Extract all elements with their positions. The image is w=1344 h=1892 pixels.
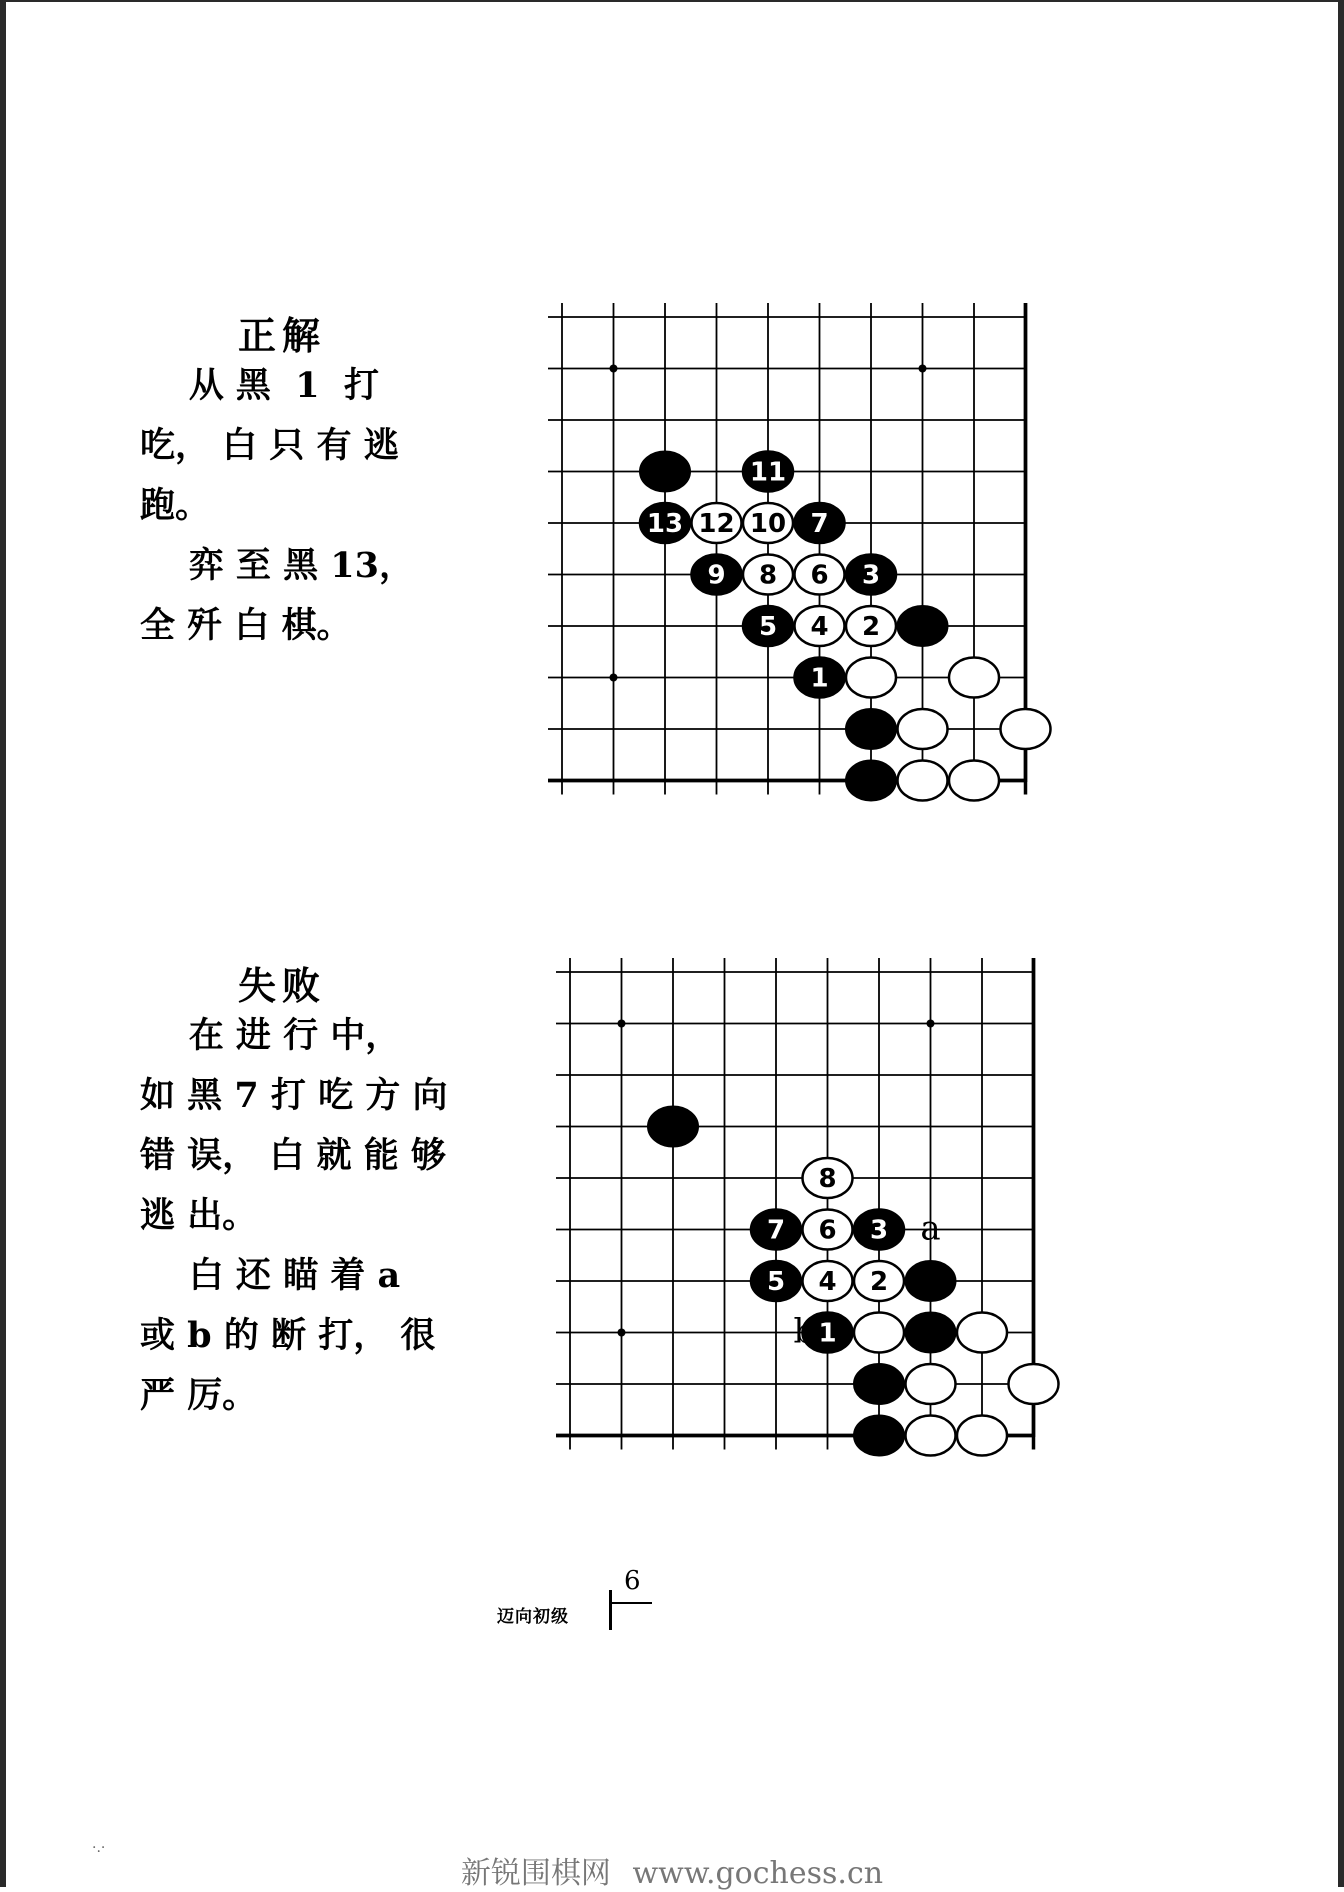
white-stone	[949, 658, 999, 698]
black-stone	[854, 1364, 904, 1404]
white-stone	[906, 1364, 956, 1404]
go-board-failure	[543, 950, 1103, 1410]
white-stone	[854, 1313, 904, 1353]
star-point	[618, 1329, 626, 1337]
text-line: 逃 出。	[140, 1195, 258, 1236]
white-stone	[949, 761, 999, 801]
go-board-correct	[535, 295, 1095, 755]
move-number: 13	[646, 509, 684, 539]
text-line: 跑。	[140, 485, 211, 526]
move-number: 9	[707, 560, 726, 591]
move-number: 3	[861, 560, 881, 591]
move-number: 4	[810, 612, 829, 642]
black-stone	[898, 606, 948, 646]
star-point	[610, 674, 618, 682]
book-title: 迈向初级	[497, 1607, 569, 1627]
move-number: 8	[758, 560, 778, 591]
move-number: 2	[861, 612, 881, 642]
black-stone	[906, 1313, 956, 1353]
text-line: 吃， 白 只 有 逃	[140, 425, 399, 466]
white-stone	[906, 1416, 956, 1456]
move-number: 6	[818, 1215, 837, 1246]
move-number: 1	[818, 1318, 837, 1349]
text-line: 在 进 行 中，	[140, 1015, 401, 1056]
watermark	[0, 1848, 1344, 1892]
star-point	[919, 365, 927, 373]
black-stone	[846, 761, 896, 801]
move-number: 6	[810, 560, 829, 591]
point-marker-label: a	[920, 1208, 941, 1249]
move-number: 8	[818, 1164, 837, 1194]
watermark-url: www.gochess.cn	[632, 1856, 884, 1891]
text-line: 白 还 瞄 着 a	[140, 1255, 401, 1296]
text-line: 从 黑 1 打	[140, 365, 380, 406]
star-point	[610, 365, 618, 373]
point-marker-label: b	[793, 1311, 816, 1352]
move-number: 5	[766, 1267, 786, 1297]
move-number: 1	[810, 663, 829, 694]
white-stone	[898, 709, 948, 749]
black-stone	[906, 1261, 956, 1301]
scan-speck: ·.·	[92, 1840, 106, 1856]
white-stone	[1001, 709, 1051, 749]
section-heading-correct: 正解	[238, 313, 327, 358]
move-number: 3	[869, 1215, 889, 1246]
white-stone	[846, 658, 896, 698]
text-line: 弈 至 黑 13，	[140, 545, 415, 586]
move-number: 5	[758, 612, 778, 642]
move-number: 10	[749, 509, 787, 539]
move-number: 2	[869, 1267, 889, 1297]
star-point	[927, 1020, 935, 1028]
black-stone	[648, 1107, 698, 1147]
section-heading-failure: 失败	[238, 963, 327, 1008]
text-line: 或 b 的 断 打， 很	[140, 1315, 436, 1356]
move-number: 7	[810, 509, 829, 539]
white-stone	[957, 1416, 1007, 1456]
star-point	[618, 1020, 626, 1028]
move-number: 4	[818, 1267, 837, 1297]
section-text-correct	[140, 356, 414, 656]
text-line: 严 厉。	[140, 1375, 258, 1416]
text-line: 全 歼 白 棋。	[140, 605, 352, 646]
page-number: 6	[624, 1566, 641, 1596]
white-stone	[957, 1313, 1007, 1353]
page-footer	[493, 1566, 673, 1626]
footer-divider	[609, 1590, 612, 1630]
move-number: 11	[749, 457, 787, 488]
text-line: 错 误， 白 就 能 够	[140, 1135, 446, 1176]
section-text-failure	[140, 1006, 447, 1426]
footer-rule	[612, 1602, 652, 1604]
text-line: 如 黑 7 打 吃 方 向	[140, 1075, 448, 1116]
black-stone	[640, 452, 690, 492]
watermark-site-name: 新锐围棋网	[460, 1856, 611, 1891]
black-stone	[846, 709, 896, 749]
black-stone	[854, 1416, 904, 1456]
move-number: 12	[698, 509, 735, 539]
move-number: 7	[766, 1215, 786, 1246]
white-stone	[898, 761, 948, 801]
white-stone	[1009, 1364, 1059, 1404]
